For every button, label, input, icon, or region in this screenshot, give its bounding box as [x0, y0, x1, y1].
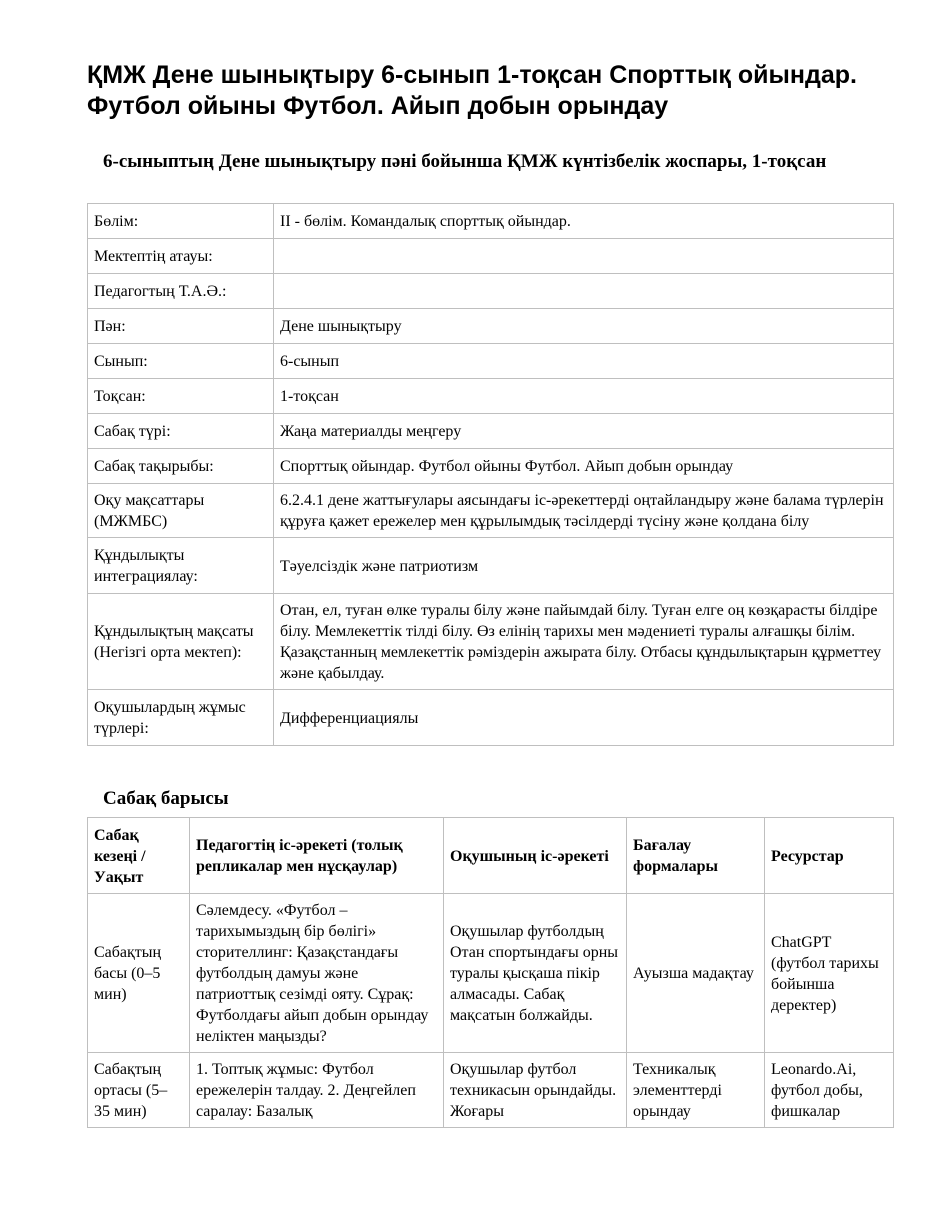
lesson-assessment: Техникалық элементтерді орындау [633, 1061, 722, 1120]
lesson-student-activity: Оқушылар футболдың Отан спортындағы орны туралы қысқаша пікір алмасады. Сабақ мақсатын болжайды. [444, 894, 627, 1053]
header-resources: Ресурстар [765, 818, 894, 894]
info-label: Сабақ тақырыбы: [88, 449, 274, 484]
lesson-teacher-activity: 1. Топтық жұмыс: Футбол ережелерін талдау. 2. Деңгейлеп саралау: Базалық [196, 1061, 416, 1120]
info-row [88, 239, 894, 274]
lesson-section-title: Сабақ барысы [103, 788, 229, 809]
info-label: Мектептің атауы: [88, 239, 274, 274]
info-value: 6.2.4.1 дене жаттығулары аясындағы іс-әрекеттерді оңтайландыру және балама түрлерін құруға қажет ережелер мен құрылымдық тәсілдерді түсіну және қолдана білу [274, 484, 894, 538]
info-row [88, 274, 894, 309]
info-label: Оқушылардың жұмыс түрлері: [88, 690, 274, 746]
info-value: II - бөлім. Командалық спорттық ойындар. [274, 204, 894, 239]
info-label: Оқу мақсаттары (МЖМБС) [88, 484, 274, 538]
info-label: Бөлім: [88, 204, 274, 239]
info-label: Сынып: [88, 344, 274, 379]
lesson-student-activity: Оқушылар футбол техникасын орындайды. Жоғары [450, 1061, 617, 1120]
lesson-resources: ChatGPT (футбол тарихы бойынша деректер) [765, 894, 894, 1053]
info-row [88, 309, 894, 344]
info-table [87, 203, 894, 746]
info-value: Жаңа материалды меңгеру [274, 414, 894, 449]
lesson-table [87, 817, 894, 1128]
header-assessment: Бағалау формалары [627, 818, 765, 894]
lesson-assessment: Ауызша мадақтау [627, 894, 765, 1053]
lesson-stage: Сабақтың басы (0–5 мин) [88, 894, 190, 1053]
info-label: Пән: [88, 309, 274, 344]
plan-subtitle: 6-сыныптың Дене шынықтыру пәні бойынша ҚМЖ күнтізбелік жоспары, 1-тоқсан [103, 151, 827, 172]
lesson-row [88, 1053, 894, 1128]
lesson-resources: Leonardo.Ai, футбол добы, фишкалар [771, 1061, 863, 1120]
info-label: Құндылықты интеграциялау: [88, 538, 274, 594]
info-value: Тәуелсіздік және патриотизм [274, 538, 894, 594]
header-stage: Сабақ кезеңі / Уақыт [88, 818, 190, 894]
info-value: 6-сынып [274, 344, 894, 379]
header-teacher: Педагогтің іс-әрекеті (толық репликалар мен нұсқаулар) [190, 818, 444, 894]
info-row [88, 379, 894, 414]
info-row [88, 449, 894, 484]
info-value: Спорттық ойындар. Футбол ойыны Футбол. Айып добын орындау [274, 449, 894, 484]
info-value: Отан, ел, туған өлке туралы білу және пайымдай білу. Туған елге оң көзқарасты білдіре білу. Мемлекеттік тілді білу. Өз елінің тарихы мен мәдениеті туралы алғашқы білім. Қазақстанның мемлекеттік рәміздерін ажырата білу. Отбасы құндылықтарын құрметтеу және қабылдау. [274, 594, 894, 690]
info-value [274, 239, 894, 274]
info-row [88, 690, 894, 746]
info-row [88, 344, 894, 379]
info-row [88, 204, 894, 239]
info-row [88, 538, 894, 594]
info-row [88, 484, 894, 538]
header-student: Оқушының іс-әрекеті [444, 818, 627, 894]
lesson-stage: Сабақтың ортасы (5–35 мин) [94, 1061, 168, 1120]
info-value: Дене шынықтыру [274, 309, 894, 344]
document-title: ҚМЖ Дене шынықтыру 6-сынып 1-тоқсан Спорттық ойындар. Футбол ойыны Футбол. Айып добын орындау [87, 61, 857, 120]
info-value [274, 274, 894, 309]
info-label: Сабақ түрі: [88, 414, 274, 449]
lesson-teacher-activity: Сәлемдесу. «Футбол – тарихымыздың бір бөлігі» сторителлинг: Қазақстандағы футболдың дамуы және патриоттық сезімді ояту. Сұрақ: Футболдағы айып добын орындау неліктен маңызды? [190, 894, 444, 1053]
info-label: Тоқсан: [88, 379, 274, 414]
info-row [88, 594, 894, 690]
lesson-header-row [88, 818, 894, 894]
info-value: 1-тоқсан [274, 379, 894, 414]
info-label: Педагогтың Т.А.Ә.: [88, 274, 274, 309]
info-label: Құндылықтың мақсаты (Негізгі орта мектеп): [88, 594, 274, 690]
info-row [88, 414, 894, 449]
lesson-row [88, 894, 894, 1053]
info-value: Дифференциациялы [274, 690, 894, 746]
